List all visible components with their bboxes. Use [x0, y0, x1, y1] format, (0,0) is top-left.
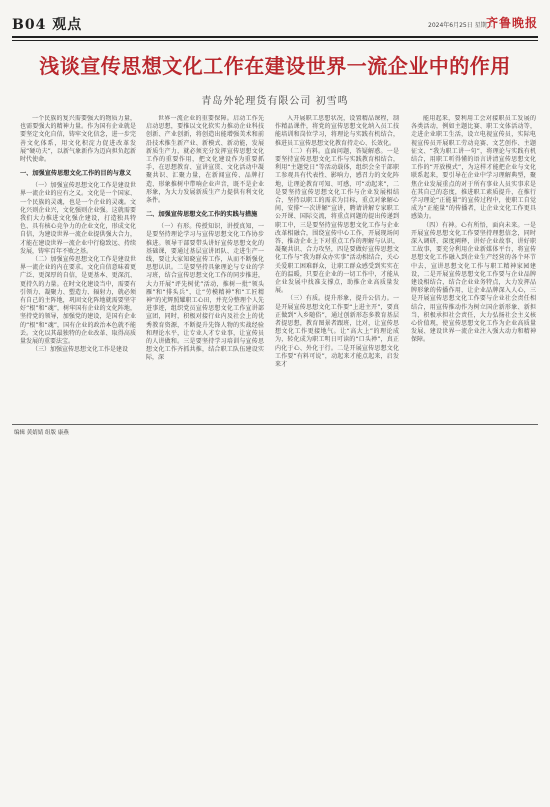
article-column-2 — [146, 115, 264, 420]
article-title: 浅谈宣传思想文化工作在建设世界一流企业中的作用 — [39, 54, 511, 78]
paragraph: （二）有料。直面问题，答疑解惑。一是要坚持宣传思想文化工作与实践教育相结合，利用“主题党日”等活动载体，组织会全干部职工参观具有代表性、影响力，感召力的文化阵地，让理论教育可知、可感，可“动起来”，二是要坚持宣传思想文化工作与企业发展相结合，坚持以职工的需求为目标，重点对象解心间，安排“一次讲解”宣讲，聘请讲解专家职工公开课、国际交流，将重点问题的提出传递到职工中，三是要坚持宣传思想文化工作与企业改革相融合，围绕宣传中心工作，开展现场问答，推动企业上下对重点工作的理解与认识，凝聚共识、合力攻坚，四是要做好宣传思想文化工作与“我为群众办实事”活动相结合，关心关爱职工困难群众，让职工群众感受到实实在在的温暖，只要在企业的一切工作中，才能从企业发展中找准支撑点，助推企业高质量发展。 — [275, 147, 399, 295]
section-label: B04 观点 — [12, 17, 83, 33]
header-rule-thick — [12, 36, 538, 38]
issue-date: 2024年6月25日 星期二 — [428, 22, 493, 29]
section-heading: 二、加强宣传思想文化工作的实践与措施 — [146, 211, 258, 219]
paragraph: （一）有形。传授知识，讲授真知，一是要坚持理论学习与宣传思想文化工作协步推进。领导干部要带头讲好宣传思想文化的基础课，要通过基层宣讲团队、走进生产一线，要让大家知晓宣传工作，从而不断强化思想认识。二是要坚持具象理论与专业的学习班，结合宣传思想文化工作的同步推进，大力开展“评先树优”活动，推树一批“领头雁”和“排头兵”，让“劳模精神”和“工匠精神”的光辉照耀职工心田，并充分整理个人先进事迹，组织党员宣传思想文化工作宣讲部宣团，同时，积极对接行业内及社会上的优秀教育资源，不断提升先锋人物的实战经验和理论水平，让专业人才专业事，让宣传员的人讲做和。三是要坚持学习培训与宣传思想文化工作齐抓共推，结合职工队伍建设实际，深 — [146, 223, 264, 362]
paragraph: 世界一流企业的重要保障。启动工作先启动思想，要推以文化软实力推动企业科技创新、产业创新，将创造出能增强美术和前沿技术推生新产业、新模式、新动能，发展新质生产力，就必须充分发挥宣传思想文化工作的重要作用，把文化建设作为重要抓手，在思想教育、宣讲宣贯、文化活动中凝聚共识、汇聚力量，在新闻宣传、品牌打造、形象推树中带响企业声音，既不是企业形象，为大力发展新质生产力提供有利文化条件。 — [146, 115, 264, 205]
article-column-4 — [411, 115, 536, 420]
paragraph: 一个民族的复兴需要强大的物质力量，也需要强大的精神力量。作为国有企业就是要坚定文化自信，铸牢文化信念，进一步完善文化体系，用文化积淀力促进改革发展“硬功夫”，以新气象新作为迈向担负起新时代使命。 — [20, 115, 136, 164]
paragraph: 能用起来，要利用工会对接职员工发展的各类活动，例如主题比赛、职工文体活动等，走进企业职工生活，设立电视宣传员，实际电视宣传员开展职工劳动竞赛、文艺创作、主题征文、“我为职工讲一句”，将理论与实践有机结合，用职工听得懂的语言讲清宣传思想文化工作的“开放模式”，为这样才能把企业与文化联系起来，要引导在企业中学习理解典型，聚焦企业发展重点的对于所有事业人员实事求是在其自己的态度，推进职工素质提升，在推行学习理论“正能量”的宣传过程中，使职工自觉成为“正能量”的传播者，让企业文化工作更具感染力。 — [411, 115, 536, 221]
paragraph: （四）有神。心有所悟，面向未来。一是开展宣传思想文化工作要坚持理想信念，同时深入调研、深度阐释，讲好企业故事，讲好职工故事，要充分利用企业新媒体平台，将宣传思想文化工作融入到企业生产经营的各个环节中去，宣讲思想文化工作与职工精神家园建设，二是开展宣传思想文化工作要与企业品牌建设相结合，结合企业业务特点，大力发挥品牌形象的传播作用，让企业品牌深入人心，三是开展宣传思想文化工作要与企业社会责任相结合，用宣传推动作为树立国企新形象、新担当，积极承担社会责任，大力弘扬社会主义核心价值观，使宣传思想文化工作为企业高质量发展、建设世界一流企业注入强大动力和精神保障。 — [411, 221, 536, 344]
paragraph: （二）加强宣传思想文化工作是建设世界一流企业的内在要求。文化自信意味着更广泛、更深厚的自信，是更基本、更深沉、更持久的力量。在时文化建设当中，需要有引领力、凝聚力、塑造力、辐射力，就必须有自己的主阵地，巩固文化阵地就需要坚守好“根”和“魂”，树牢国有企业的文化阵地，坚持党的领导，加强党的建设，是国有企业的“根”和“魂”，国有企业的政治本色就不能丢。文化以其最独特的企业改革、取得高质量发展的重要法宝。 — [20, 256, 136, 346]
article-byline: 青岛外轮理货有限公司 初雪鸣 — [201, 96, 349, 107]
paragraph: （三）加强宣传思想文化工作是建设 — [32, 346, 129, 354]
paragraph: （三）有质。提升形象，提升公信力。一是开展宣传思想文化工作要“上进主开”，要真正做到“入乡随俗”，通过创新形态多教育基层者提思想，教育图景者跟班，比对，让宣传思想文化工作更接地气。让“高大上”的理论成为，转化成为职工明日可读的“口头禅”，真正内化于心、外化于行。二是开展宣传思想文化工作要“有料可说”，动起来才能点起来，启发来才 — [275, 295, 399, 369]
header-rule-thin — [12, 40, 538, 41]
paragraph: 入开展职工思想状况，设置精品课程，制作精品课件，将党的宣传思想文化纳入员工技能培训和岗位学习，将理论与实践有机结合，推进员工宣传思想文化教育持走心、长效化。 — [275, 115, 399, 147]
article-column-1 — [20, 115, 136, 420]
section-heading: 一、加强宣传思想文化工作的目的与意义 — [20, 170, 132, 178]
newspaper-logo: 齐鲁晚报 — [485, 16, 538, 30]
editor-credits: 编辑 黄婧婧 组版 康燕 — [14, 430, 69, 436]
article-column-3 — [275, 115, 399, 420]
paragraph: （一）加强宣传思想文化工作是建设世界一流企业的应有之义。文化是一个国家、一个民族的灵魂，也是一个企业的灵魂。文化兴则企业兴，文化强则企业强。这就需要我们大力推进文化强企建设，打造独具特色、具有核心竞争力的企业文化，形成文化自信，为建设世界一流企业提供强大合力，才能在建设世界一流企业中行稳致远、持续发展，铸牢百年不败之基。 — [20, 182, 136, 255]
footer-rule — [12, 424, 538, 425]
